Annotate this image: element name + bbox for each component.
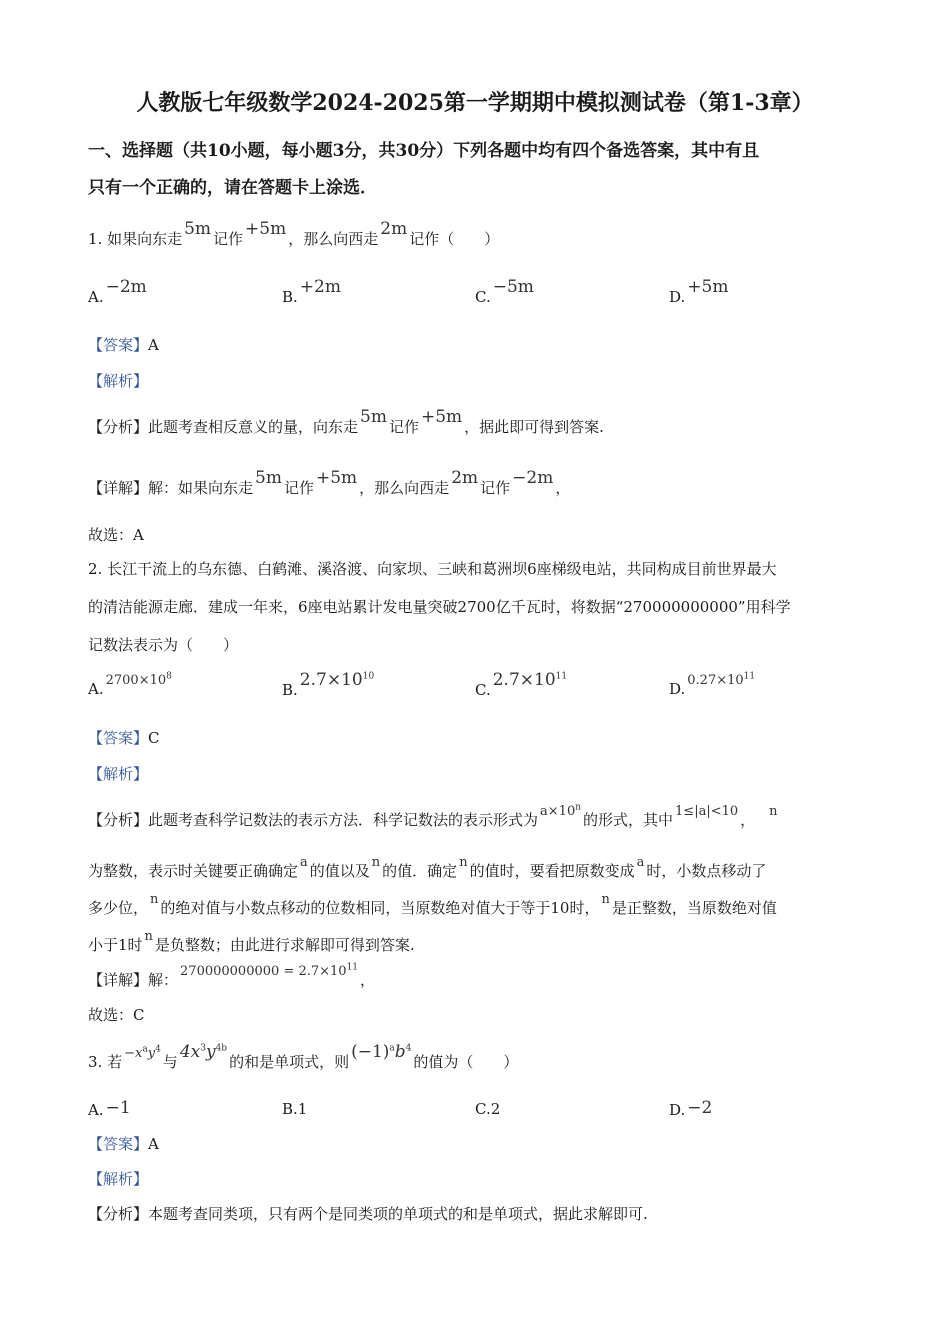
math-exp: 3: [200, 1043, 206, 1054]
text: 的值时，要看把原数变成: [469, 862, 635, 880]
q1-detail: [88, 468, 571, 498]
math-exp: a: [389, 1043, 395, 1054]
q3-stem: [88, 1042, 519, 1072]
q1-select-value: A: [133, 526, 144, 544]
q1-analysis-label: 【解析】: [88, 372, 149, 390]
math-base: y: [205, 1042, 216, 1062]
option-letter: D.: [669, 680, 686, 698]
q3-answer: [88, 1133, 159, 1154]
option-value: +5m: [687, 277, 729, 297]
option-letter: D.: [669, 288, 686, 306]
q2-fenxi-text-2: 的形式，其中: [583, 811, 674, 829]
math-base: b: [394, 1042, 406, 1062]
q3-stem-text-2: 与: [162, 1053, 178, 1071]
option-value: [106, 673, 172, 688]
option-letter: D.: [669, 1101, 686, 1119]
q2-option-c[interactable]: [475, 670, 569, 700]
q2-fenxi-math-2: 1≤|a|<10: [675, 804, 739, 819]
option-exp: 11: [555, 671, 568, 682]
q1-math-2: +5m: [245, 219, 287, 239]
option-value: [687, 673, 755, 688]
math-exp: 4b: [215, 1043, 228, 1054]
detail-label: 【详解】: [88, 479, 149, 497]
q2-fenxi-line-b1: [88, 855, 767, 881]
q1-stem-text-4: 记作（ ）: [409, 230, 500, 248]
fenxi-label: 【分析】: [88, 1205, 149, 1223]
q2-fenxi: [88, 802, 780, 830]
math-exp: 4: [405, 1043, 412, 1054]
q2-select: [88, 1004, 145, 1025]
q3-option-c[interactable]: [475, 1100, 500, 1118]
q1-answer: [88, 334, 159, 355]
text: 是正整数，当原数绝对值: [611, 899, 777, 917]
q1-select: [88, 524, 144, 545]
q2-select-value: C: [133, 1006, 145, 1024]
q1-detail-math-4: −2m: [512, 468, 554, 488]
q2-fenxi-line-b2: [88, 892, 777, 918]
q3-math-1: [124, 1046, 161, 1061]
option-value: +2m: [299, 277, 341, 297]
q1-detail-math-2: +5m: [315, 468, 358, 488]
answer-label: 【答案】: [88, 729, 149, 747]
page-title: 人教版七年级数学2024-2025第一学期期中模拟测试卷（第1-3章）: [136, 90, 814, 116]
answer-label: 【答案】: [88, 1135, 149, 1153]
q1-fenxi-text-3: ，据此即可得到答案.: [464, 418, 604, 436]
q1-stem-text-3: ，那么向西走: [288, 230, 379, 248]
math-exp: a: [142, 1044, 148, 1055]
option-value: [493, 670, 567, 690]
q3-fenxi-text: 本题考查同类项，只有两个是同类项的单项式的和是单项式，据此求解即可.: [148, 1205, 648, 1223]
option-letter: C.: [475, 1100, 491, 1118]
option-exp: 11: [743, 671, 756, 682]
q2-stem-line1: 2. 长江干流上的乌东德、白鹤滩、溪洛渡、向家坝、三峡和葛洲坝6座梯级电站，共同构成目前世界最大: [88, 560, 777, 578]
fenxi-label: 【分析】: [88, 418, 149, 436]
q2-option-b[interactable]: [282, 670, 376, 700]
q1-detail-text-2: 记作: [283, 479, 314, 497]
option-base: 0.27×10: [687, 673, 744, 688]
math-base: −x: [124, 1046, 143, 1061]
option-value: −2: [687, 1098, 713, 1118]
q2-stem-line2: 的清洁能源走廊．建成一年来，6座电站累计发电量突破2700亿千瓦时，将数据“270000000000”用科学: [88, 598, 791, 616]
math-a: a: [636, 855, 645, 870]
text: 小于1时: [88, 936, 143, 954]
text: 的值以及: [309, 862, 370, 880]
q1-math-3: 2m: [380, 219, 408, 239]
q3-math-3: [351, 1042, 411, 1062]
option-letter: C.: [475, 681, 491, 699]
math-a: a: [300, 855, 308, 870]
q1-option-c[interactable]: [475, 277, 536, 307]
q2-analysis-label: 【解析】: [88, 765, 149, 783]
math-exp: n: [575, 802, 582, 813]
q2-stem-line3: 记数法表示为（ ）: [88, 636, 239, 654]
math-n: n: [144, 929, 153, 944]
text: 多少位，: [88, 899, 149, 917]
q3-option-b[interactable]: [282, 1100, 307, 1118]
section-heading-line2: 只有一个正确的，请在答题卡上涂选．: [88, 178, 377, 198]
math-exp: 4: [155, 1044, 161, 1055]
q2-fenxi-text-3: ，: [740, 811, 756, 829]
math-base: a×10: [540, 804, 576, 819]
q1-math-1: 5m: [184, 219, 212, 239]
q1-detail-text-4: 记作: [480, 479, 511, 497]
option-base: 2700×10: [105, 673, 167, 688]
q2-fenxi-line-b3: [88, 929, 415, 955]
q1-answer-value: A: [148, 336, 159, 354]
math-base: 4x: [179, 1042, 201, 1062]
math-exp: 11: [346, 962, 359, 973]
q3-stem-text-1: 3. 若: [88, 1053, 123, 1071]
q1-option-d[interactable]: [669, 277, 730, 307]
q1-stem: [88, 219, 500, 249]
q2-answer: [88, 727, 160, 748]
q3-fenxi: [88, 1203, 648, 1224]
option-letter: B.: [282, 681, 298, 699]
q1-fenxi-math-1: 5m: [360, 407, 387, 427]
q1-option-a[interactable]: [88, 277, 149, 307]
q1-fenxi-text-1: 此题考查相反意义的量，向东走: [148, 418, 359, 436]
option-base: 2.7×10: [492, 670, 556, 690]
option-value: −5m: [492, 277, 534, 297]
q2-option-d[interactable]: [669, 671, 757, 698]
q3-stem-text-4: 的值为（ ）: [413, 1053, 519, 1071]
q3-option-a[interactable]: [88, 1100, 133, 1120]
fenxi-label: 【分析】: [88, 811, 149, 829]
q2-option-a[interactable]: [88, 671, 174, 698]
option-letter: A.: [88, 1101, 104, 1119]
q3-option-d[interactable]: [669, 1100, 714, 1120]
q2-answer-value: C: [148, 729, 160, 747]
q1-detail-text-1: 解：如果向东走: [148, 479, 254, 497]
option-value: 1: [297, 1100, 308, 1118]
q3-stem-text-3: 的和是单项式，则: [229, 1053, 350, 1071]
q2-detail: [88, 962, 376, 990]
math-base: (−1): [351, 1042, 390, 1062]
q1-detail-text-3: ，那么向西走: [359, 479, 450, 497]
math-base: 270000000000 = 2.7×10: [180, 964, 347, 979]
option-base: 2.7×10: [299, 670, 363, 690]
q1-fenxi-text-2: 记作: [388, 418, 419, 436]
q1-fenxi-math-2: +5m: [420, 407, 463, 427]
option-exp: 10: [362, 671, 375, 682]
select-label: 故选：: [88, 526, 134, 544]
math-n: n: [459, 855, 468, 870]
q1-detail-math-1: 5m: [255, 468, 282, 488]
option-letter: B.: [282, 288, 298, 306]
q2-detail-text-2: ，: [360, 971, 376, 989]
option-letter: B.: [282, 1100, 298, 1118]
q1-detail-math-3: 2m: [451, 468, 479, 488]
option-letter: C.: [475, 288, 491, 306]
option-value: 2: [490, 1100, 501, 1118]
q1-stem-text-2: 记作: [213, 230, 244, 248]
q2-fenxi-text-1: 此题考查科学记数法的表示方法．科学记数法的表示形式为: [148, 811, 539, 829]
text: 时，小数点移动了: [646, 862, 767, 880]
option-value: −2m: [105, 277, 147, 297]
option-value: −1: [105, 1098, 131, 1118]
answer-label: 【答案】: [88, 336, 149, 354]
q1-detail-text-5: ，: [555, 479, 571, 497]
q3-math-2: [180, 1042, 227, 1062]
q2-fenxi-math-3: n: [769, 804, 778, 819]
math-base: y: [147, 1046, 156, 1061]
section-heading-line1: 一、选择题（共10小题，每小题3分，共30分）下列各题中均有四个备选答案，其中有且: [88, 141, 760, 161]
select-label: 故选：: [88, 1006, 134, 1024]
option-exp: 8: [166, 671, 172, 682]
q1-option-b[interactable]: [282, 277, 343, 307]
q1-stem-text-1: 1. 如果向东走: [88, 230, 183, 248]
q1-fenxi: [88, 407, 604, 437]
q2-fenxi-math-1: [540, 804, 581, 819]
q3-answer-value: A: [148, 1135, 159, 1153]
option-letter: A.: [88, 288, 104, 306]
q2-detail-math: [180, 964, 358, 979]
text: 是负整数；由此进行求解即可得到答案.: [154, 936, 415, 954]
math-n: n: [150, 892, 159, 907]
text: 为整数，表示时关键要正确确定: [88, 862, 299, 880]
text: 的绝对值与小数点移动的位数相同，当原数绝对值大于等于10时，: [160, 899, 600, 917]
option-letter: A.: [88, 680, 104, 698]
q3-analysis-label: 【解析】: [88, 1170, 149, 1188]
option-value: [300, 670, 374, 690]
math-n: n: [601, 892, 610, 907]
text: 的值．确定: [382, 862, 458, 880]
math-n: n: [371, 855, 381, 870]
q2-detail-text-1: 解：: [148, 971, 179, 989]
detail-label: 【详解】: [88, 971, 149, 989]
